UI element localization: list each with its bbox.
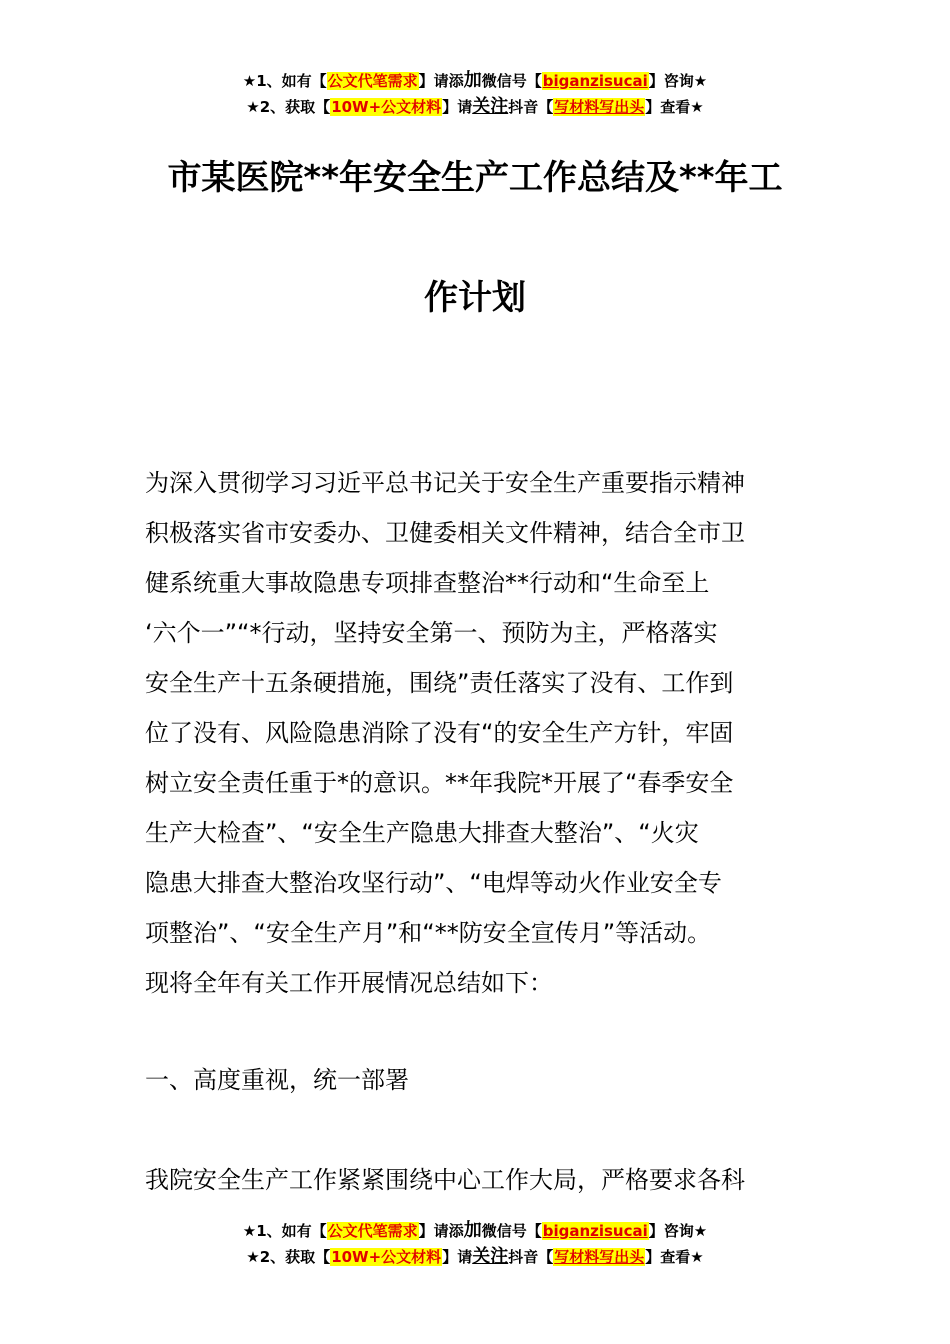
promo-text: ★2、获取【 [246,98,331,116]
paragraph-line: 健系统重大事故隐患专项排查整治**行动和“生命至上 [145,569,710,597]
paragraph-line: 现将全年有关工作开展情况总结如下： [145,969,553,997]
paragraph-line: 安全生产十五条硬措施，围绕”责任落实了没有、工作到 [145,669,734,697]
section-heading-1: 一、高度重视，统一部署 [145,1066,409,1094]
paragraph-line: 积极落实省市安委办、卫健委相关文件精神，结合全市卫 [145,519,745,547]
promo-highlight: 公文代笔需求 [327,72,418,90]
intro-paragraph [145,458,825,1008]
promo-banner-bottom [0,1218,950,1270]
promo-text: ★1、如有【 [242,1222,327,1240]
paragraph-line: 为深入贯彻学习习近平总书记关于安全生产重要指示精神 [145,469,745,497]
promo-text: 】咨询★ [648,1222,708,1240]
promo-line-1 [0,1218,950,1244]
promo-text: ★1、如有【 [242,72,327,90]
promo-douyin-id: 写材料写出头 [554,98,645,116]
promo-text: 微信号【 [481,1222,542,1240]
promo-emphasis: 加 [463,1220,482,1241]
promo-emphasis: 关注 [472,1246,509,1267]
promo-douyin-id: 写材料写出头 [554,1248,645,1266]
paragraph-line: 位了没有、风险隐患消除了没有“的安全生产方针，牢固 [145,719,734,747]
promo-wechat-id: biganzisucai [542,1222,648,1240]
section-paragraph [145,1155,825,1205]
paragraph-line: 隐患大排查大整治攻坚行动”、“电焊等动火作业安全专 [145,869,722,897]
promo-text: 】请 [442,98,473,116]
document-title-line-1: 市某医院**年安全生产工作总结及**年工 [167,158,783,198]
promo-text: 抖音【 [508,1248,554,1266]
paragraph-line: ‘六个一”“*行动，坚持安全第一、预防为主，严格落实 [145,619,718,647]
promo-highlight: 10W+公文材料 [331,1248,442,1266]
promo-text: 】查看★ [645,98,704,116]
paragraph-line: 项整治”、“安全生产月”和“**防安全宣传月”等活动。 [145,919,712,947]
promo-text: 】咨询★ [648,72,708,90]
paragraph-line: 树立安全责任重于*的意识。**年我院*开展了“春季安全 [145,769,734,797]
promo-text: ★2、获取【 [246,1248,331,1266]
promo-highlight: 公文代笔需求 [327,1222,418,1240]
promo-line-1 [0,68,950,94]
promo-banner-top [0,68,950,120]
promo-highlight: 10W+公文材料 [331,98,442,116]
promo-text: 】请添 [418,1222,464,1240]
promo-emphasis: 关注 [472,96,509,117]
promo-text: 】请添 [418,72,464,90]
document-title-line-2: 作计划 [424,278,526,318]
promo-emphasis: 加 [463,70,482,91]
promo-text: 抖音【 [508,98,554,116]
promo-text: 】请 [442,1248,473,1266]
paragraph-line: 我院安全生产工作紧紧围绕中心工作大局，严格要求各科 [145,1166,745,1194]
paragraph-line: 生产大检查”、“安全生产隐患大排查大整治”、“火灾 [145,819,699,847]
promo-text: 微信号【 [481,72,542,90]
promo-wechat-id: biganzisucai [542,72,648,90]
promo-line-2 [0,94,950,120]
promo-line-2 [0,1244,950,1270]
promo-text: 】查看★ [645,1248,704,1266]
